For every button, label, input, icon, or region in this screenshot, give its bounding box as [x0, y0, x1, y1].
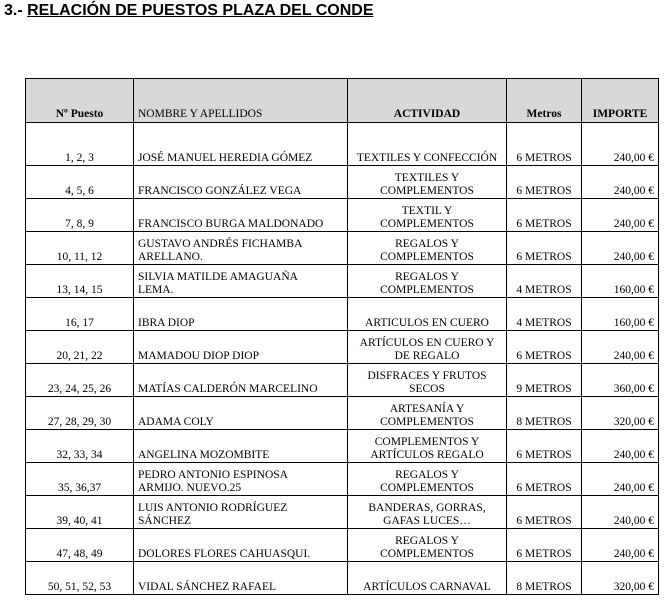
cell-puesto: 27, 28, 29, 30: [26, 397, 134, 430]
cell-actividad-line: DE REGALO: [394, 350, 460, 362]
cell-nombre-line: FRANCISCO BURGA MALDONADO: [138, 218, 324, 230]
cell-puesto: 16, 17: [26, 298, 134, 331]
cell-nombre-line: IBRA DIOP: [138, 317, 195, 329]
header-actividad: ACTIVIDAD: [348, 79, 507, 123]
section-number: 3.-: [4, 2, 28, 19]
cell-actividad: [348, 298, 507, 331]
section-heading: [4, 2, 374, 20]
cell-puesto: 20, 21, 22: [26, 331, 134, 364]
cell-puesto: 32, 33, 34: [26, 430, 134, 463]
cell-actividad-line: GAFAS LUCES…: [383, 515, 471, 527]
cell-actividad: [348, 364, 507, 397]
cell-actividad-line: REGALOS Y: [395, 535, 459, 547]
cell-actividad-line: COMPLEMENTOS Y: [374, 436, 480, 448]
cell-nombre-line: ARMIJO. NUEVO.25: [138, 482, 242, 494]
cell-actividad: [348, 331, 507, 364]
cell-actividad-line: COMPLEMENTOS: [380, 284, 474, 296]
table-row: [26, 463, 659, 496]
cell-actividad-line: COMPLEMENTOS: [380, 185, 474, 197]
cell-actividad-line: COMPLEMENTOS: [380, 548, 474, 560]
cell-actividad: [348, 265, 507, 298]
cell-metros: 8 METROS: [507, 562, 582, 595]
cell-actividad-line: REGALOS Y: [395, 469, 459, 481]
cell-importe: 160,00 €: [582, 265, 659, 298]
cell-actividad-line: COMPLEMENTOS: [380, 482, 474, 494]
cell-puesto: 23, 24, 25, 26: [26, 364, 134, 397]
cell-actividad: [348, 496, 507, 529]
cell-nombre-line: SILVIA MATILDE AMAGUAÑA: [138, 271, 298, 283]
header-metros: Metros: [507, 79, 582, 123]
cell-actividad: [348, 397, 507, 430]
cell-nombre-line: ADAMA COLY: [138, 416, 214, 428]
cell-actividad: [348, 430, 507, 463]
cell-importe: 240,00 €: [582, 463, 659, 496]
cell-metros: 6 METROS: [507, 232, 582, 265]
cell-actividad: [348, 463, 507, 496]
cell-metros: 6 METROS: [507, 166, 582, 199]
cell-actividad: [348, 232, 507, 265]
table-body: [26, 123, 659, 595]
table-row: [26, 430, 659, 463]
cell-actividad-line: ARTÍCULOS CARNAVAL: [363, 581, 491, 593]
table-row: [26, 123, 659, 166]
cell-nombre: [134, 331, 348, 364]
table-header-row: [26, 79, 659, 123]
header-importe: IMPORTE: [582, 79, 659, 123]
cell-nombre-line: JOSÉ MANUEL HEREDIA GÓMEZ: [138, 152, 313, 164]
cell-nombre-line: ANGELINA MOZOMBITE: [138, 449, 270, 461]
cell-importe: 240,00 €: [582, 199, 659, 232]
cell-importe: 320,00 €: [582, 397, 659, 430]
section-title: RELACIÓN DE PUESTOS PLAZA DEL CONDE: [27, 2, 374, 19]
cell-importe: 240,00 €: [582, 166, 659, 199]
table-row: [26, 232, 659, 265]
cell-puesto: 13, 14, 15: [26, 265, 134, 298]
cell-actividad-line: ARTESANÍA Y: [389, 403, 465, 415]
cell-metros: 6 METROS: [507, 496, 582, 529]
table-row: [26, 562, 659, 595]
cell-importe: 240,00 €: [582, 232, 659, 265]
cell-nombre-line: PEDRO ANTONIO ESPINOSA: [138, 469, 288, 481]
cell-nombre: [134, 496, 348, 529]
cell-metros: 6 METROS: [507, 529, 582, 562]
table-row: [26, 364, 659, 397]
cell-nombre-line: LEMA.: [138, 284, 174, 296]
cell-nombre: [134, 199, 348, 232]
cell-nombre: [134, 562, 348, 595]
cell-nombre: [134, 298, 348, 331]
cell-actividad: [348, 562, 507, 595]
cell-actividad: [348, 123, 507, 166]
header-nombre: NOMBRE Y APELLIDOS: [134, 79, 348, 123]
cell-puesto: 35, 36,37: [26, 463, 134, 496]
cell-metros: 4 METROS: [507, 298, 582, 331]
cell-actividad-line: TEXTILES Y CONFECCIÓN: [356, 152, 498, 164]
table-row: [26, 166, 659, 199]
cell-importe: 240,00 €: [582, 331, 659, 364]
cell-nombre: [134, 265, 348, 298]
cell-metros: 6 METROS: [507, 463, 582, 496]
cell-nombre-line: MAMADOU DIOP DIOP: [138, 350, 259, 362]
cell-nombre-line: LUIS ANTONIO RODRÍGUEZ: [138, 502, 288, 514]
cell-puesto: 4, 5, 6: [26, 166, 134, 199]
cell-nombre-line: DOLORES FLORES CAHUASQUI.: [138, 548, 311, 560]
cell-puesto: 1, 2, 3: [26, 123, 134, 166]
cell-puesto: 7, 8, 9: [26, 199, 134, 232]
cell-actividad-line: BANDERAS, GORRAS,: [368, 502, 486, 514]
cell-nombre: [134, 397, 348, 430]
cell-actividad-line: TEXTILES Y: [394, 172, 460, 184]
cell-nombre-line: ARELLANO.: [138, 251, 203, 263]
cell-importe: 320,00 €: [582, 562, 659, 595]
cell-nombre-line: GUSTAVO ANDRÉS FICHAMBA: [138, 238, 303, 250]
cell-metros: 6 METROS: [507, 430, 582, 463]
cell-nombre: [134, 364, 348, 397]
cell-puesto: 10, 11, 12: [26, 232, 134, 265]
cell-importe: 240,00 €: [582, 529, 659, 562]
cell-metros: 6 METROS: [507, 123, 582, 166]
cell-actividad-line: REGALOS Y: [395, 238, 459, 250]
table-row: [26, 331, 659, 364]
table-row: [26, 397, 659, 430]
table-row: [26, 199, 659, 232]
cell-nombre: [134, 123, 348, 166]
cell-nombre: [134, 232, 348, 265]
cell-metros: 4 METROS: [507, 265, 582, 298]
cell-importe: 240,00 €: [582, 430, 659, 463]
cell-nombre-line: FRANCISCO GONZÁLEZ VEGA: [138, 185, 302, 197]
table-row: [26, 265, 659, 298]
cell-actividad-line: ARTICULOS EN CUERO: [365, 317, 489, 329]
cell-nombre: [134, 463, 348, 496]
cell-actividad-line: REGALOS Y: [395, 271, 459, 283]
cell-metros: 8 METROS: [507, 397, 582, 430]
cell-importe: 360,00 €: [582, 364, 659, 397]
cell-actividad: [348, 166, 507, 199]
cell-puesto: 50, 51, 52, 53: [26, 562, 134, 595]
table-row: [26, 298, 659, 331]
cell-puesto: 39, 40, 41: [26, 496, 134, 529]
cell-actividad-line: TEXTIL Y: [401, 205, 453, 217]
cell-actividad-line: SECOS: [409, 383, 445, 395]
table-row: [26, 529, 659, 562]
table-row: [26, 496, 659, 529]
cell-puesto: 47, 48, 49: [26, 529, 134, 562]
cell-actividad: [348, 529, 507, 562]
cell-importe: 160,00 €: [582, 298, 659, 331]
cell-importe: 240,00 €: [582, 123, 659, 166]
cell-nombre: [134, 430, 348, 463]
cell-nombre-line: MATÍAS CALDERÓN MARCELINO: [138, 383, 318, 395]
cell-nombre-line: VIDAL SÁNCHEZ RAFAEL: [138, 581, 276, 593]
cell-actividad-line: COMPLEMENTOS: [380, 218, 474, 230]
cell-actividad-line: ARTÍCULOS EN CUERO Y: [359, 337, 495, 349]
cell-metros: 6 METROS: [507, 331, 582, 364]
cell-nombre: [134, 166, 348, 199]
stalls-table: [25, 78, 659, 595]
header-puesto: Nº Puesto: [26, 79, 134, 123]
cell-actividad-line: DISFRACES Y FRUTOS: [367, 370, 487, 382]
cell-importe: 240,00 €: [582, 496, 659, 529]
cell-nombre-line: SÁNCHEZ: [138, 515, 192, 527]
cell-actividad-line: COMPLEMENTOS: [380, 251, 474, 263]
cell-metros: 6 METROS: [507, 199, 582, 232]
cell-nombre: [134, 529, 348, 562]
cell-metros: 9 METROS: [507, 364, 582, 397]
cell-actividad-line: COMPLEMENTOS: [380, 416, 474, 428]
cell-actividad-line: ARTÍCULOS REGALO: [370, 449, 484, 461]
cell-actividad: [348, 199, 507, 232]
